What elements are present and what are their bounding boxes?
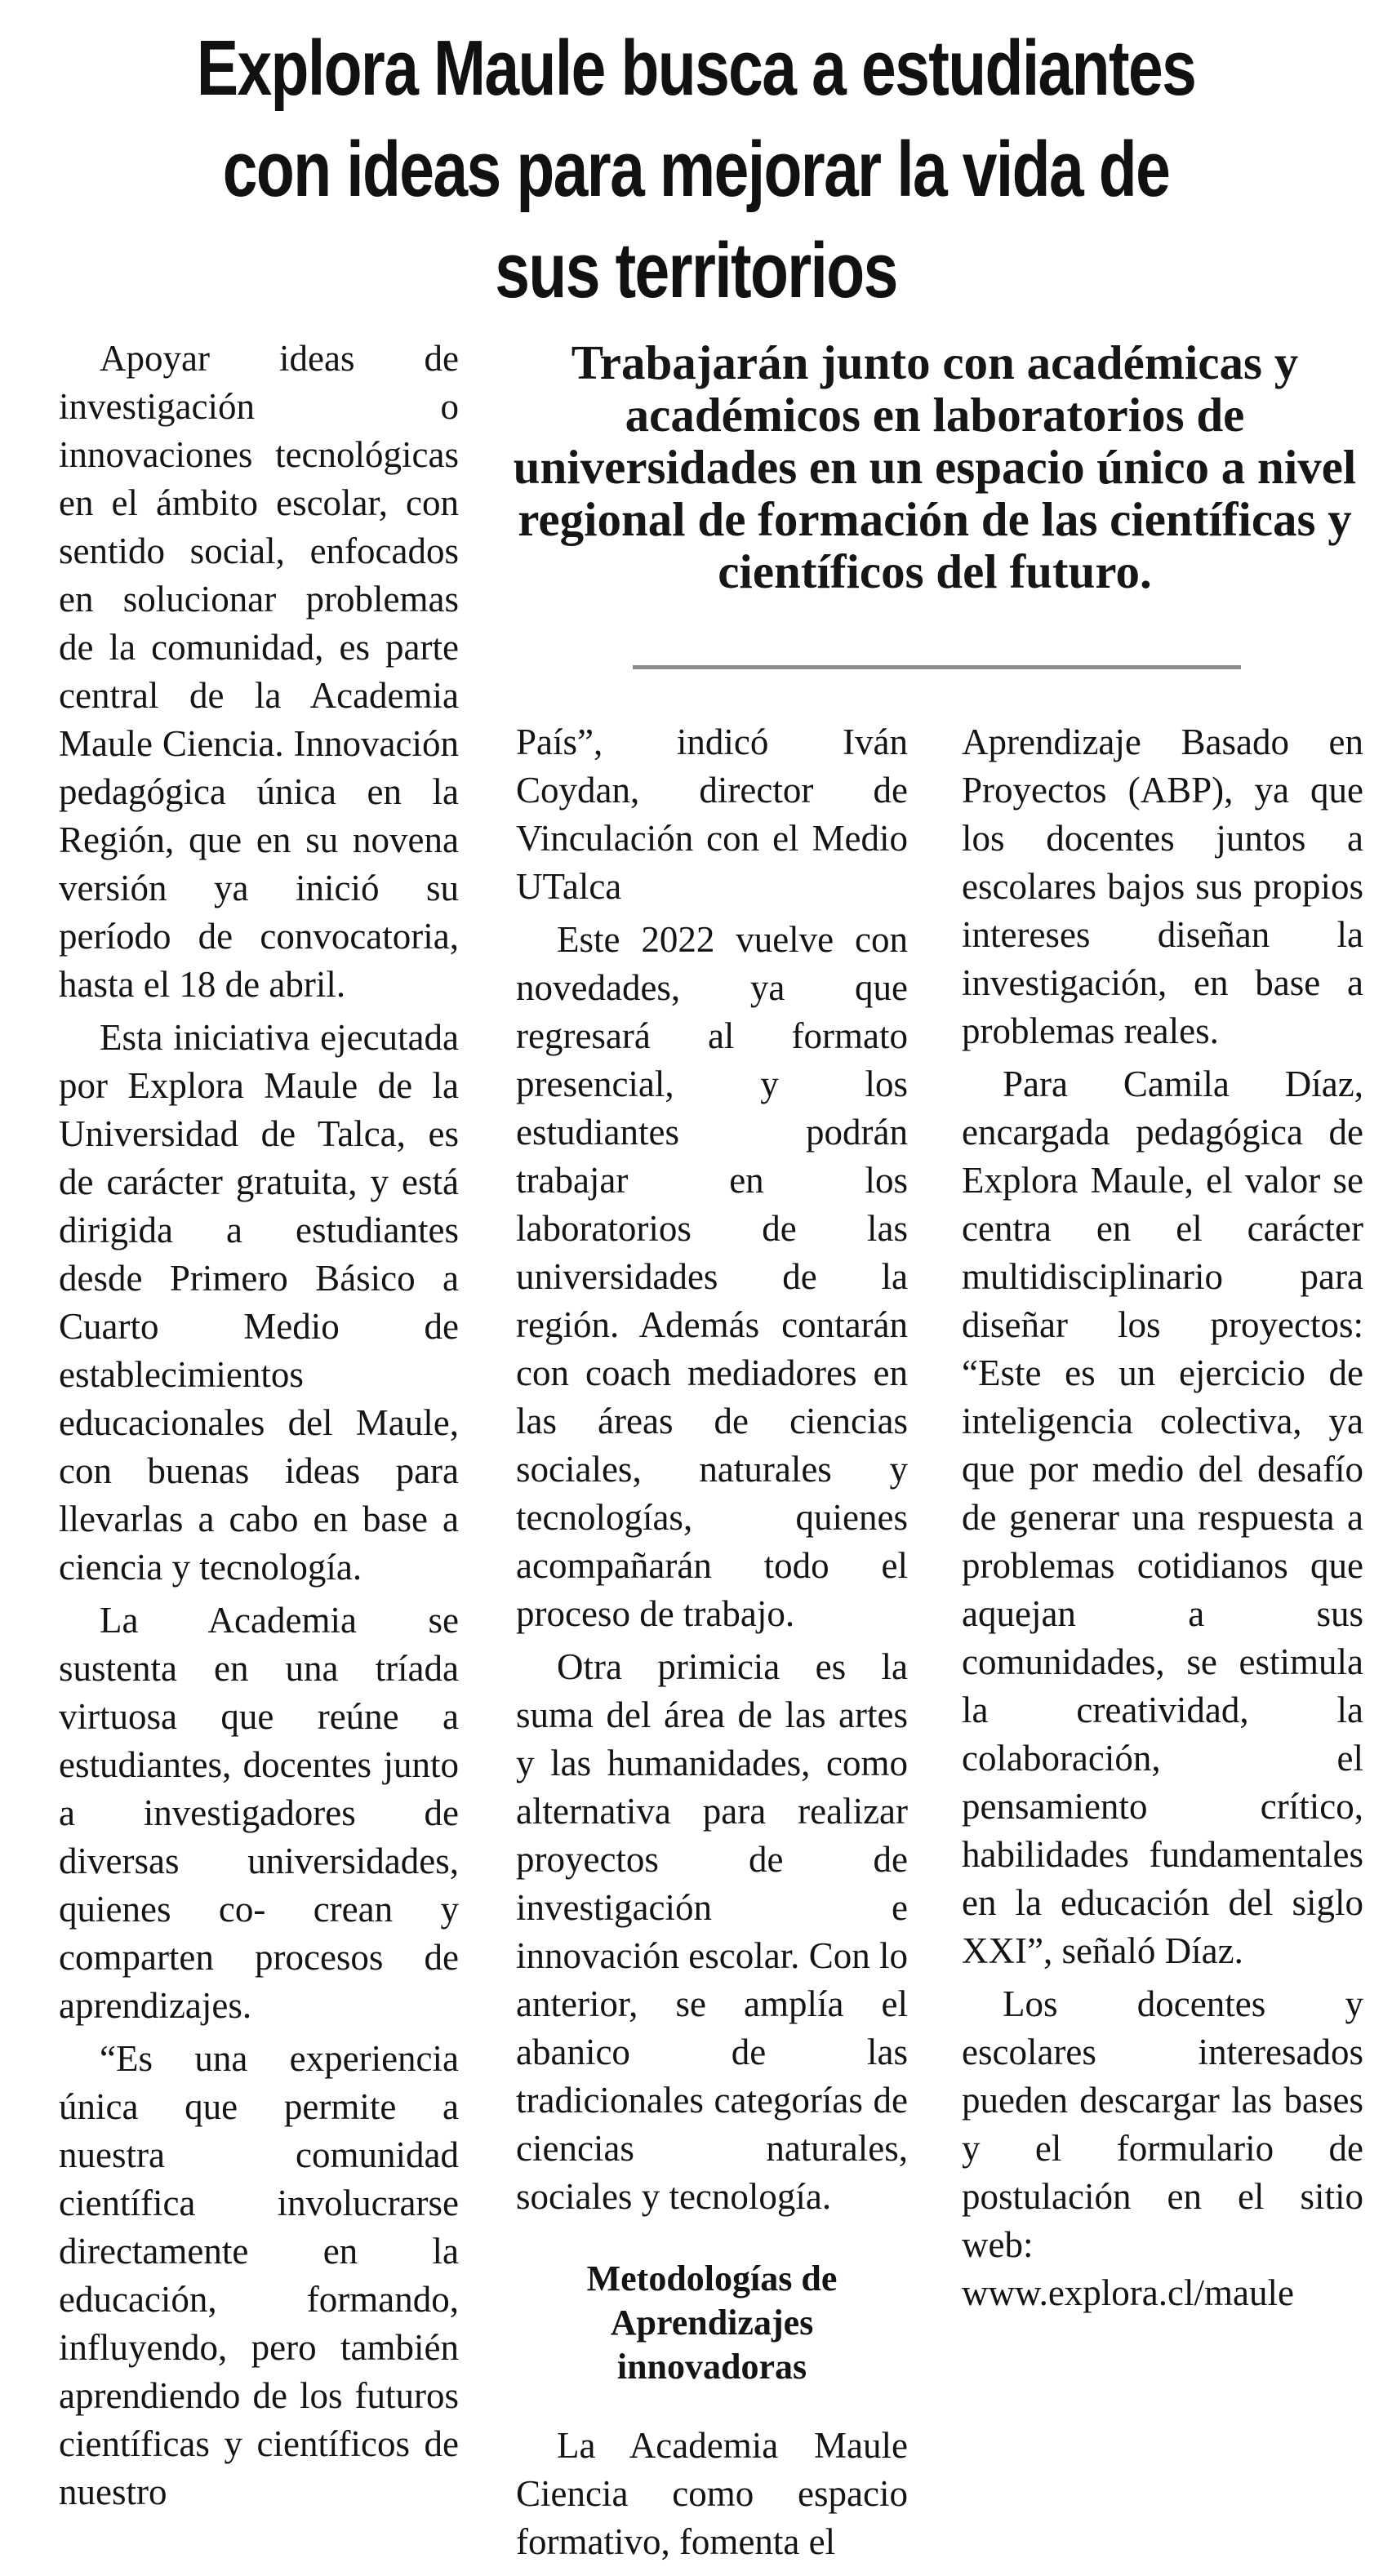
column2-paragraph-3: Otra primicia es la suma del área de las artes y las humanidades, como alternativa para realizar proyectos de de investigación e innovación escolar. Con lo anterior, se amplía el abanico de las tradicionales categorías de ciencias naturales, sociales y tecnología. [516, 1646, 908, 2217]
article-column-1 [59, 335, 459, 2521]
headline: Explora Maule busca a estudiantes con ideas para mejorar la vida de sus territorios [196, 24, 1196, 314]
column1-paragraph-4: “Es una experiencia única que permite a nuestra comunidad científica involucrarse directamente en la educación, formando, influyendo, pero también aprendiendo de los futuros científicas y científicos de nuestro [59, 2038, 459, 2512]
column1-paragraph-2: Esta iniciativa ejecutada por Explora Maule de la Universidad de Talca, es de carácter gratuita, y está dirigida a estudiantes desde Primero Básico a Cuarto Medio de establecimientos educacionales del Maule, con buenas ideas para llevarlas a cabo en base a ciencia y tecnología. [59, 1017, 459, 1588]
column1-paragraph-1: Apoyar ideas de investigación o innovaciones tecnológicas en el ámbito escolar, con sentido social, enfocados en solucionar problemas de la comunidad, es parte central de la Academia Maule Ciencia. Innovación pedagógica única en la Región, que en su novena versión ya inició su período de convocatoria, hasta el 18 de abril. [59, 338, 459, 1005]
column3-paragraph-2: Para Camila Díaz, encargada pedagógica de Explora Maule, el valor se centra en el carácter multidisciplinario para diseñar los proyectos: “Este es un ejercicio de inteligencia colectiva, ya que por medio del desafío de generar una respuesta a problemas cotidianos que aquejan a sus comunidades, se estimula la creatividad, la colaboración, el pensamiento crítico, habilidades fundamentales en la educación del siglo XXI”, señaló Díaz. [962, 1064, 1363, 1971]
article-column-3 [962, 718, 1363, 2322]
column2-paragraph-1: País”, indicó Iván Coydan, director de Vinculación con el Medio UTalca [516, 722, 908, 907]
column3-paragraph-1: Aprendizaje Basado en Proyectos (ABP), ya que los docentes juntos a escolares bajos sus propios intereses diseñan la investigación, en base a problemas reales. [962, 722, 1363, 1051]
deck-subtitle: Trabajarán junto con académicas y académicos en laboratorios de universidades en un espacio único a nivel regional de formación de las científicas y científicos del futuro. [513, 335, 1357, 598]
column2-paragraph-2: Este 2022 vuelve con novedades, ya que regresará al formato presencial, y los estudiantes podrán trabajar en los laboratorios de las universidades de la región. Además contarán con coach mediadores en las áreas de ciencias sociales, naturales y tecnologías, quienes acompañarán todo el proceso de trabajo. [516, 919, 908, 1634]
deck-divider [633, 665, 1241, 669]
article-column-2 [516, 718, 908, 2571]
column3-paragraph-3: Los docentes y escolares interesados pueden descargar las bases y el formulario de postulación en el sitio web: www.explora.cl/maule [962, 1983, 1363, 2313]
section-subheading: Metodologías de Aprendizajes innovadoras [586, 2258, 838, 2387]
column1-paragraph-3: La Academia se sustenta en una tríada virtuosa que reúne a estudiantes, docentes junto a investigadores de diversas universidades, quienes co- crean y comparten procesos de aprendizajes. [59, 1600, 459, 2026]
column2-paragraph-4: La Academia Maule Ciencia como espacio formativo, fomenta el [516, 2425, 908, 2562]
